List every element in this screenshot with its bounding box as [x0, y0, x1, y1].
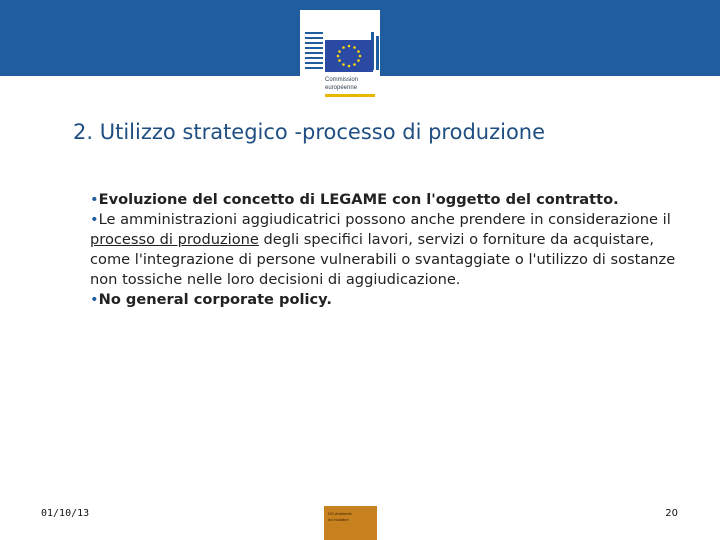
bullet-text: No general corporate policy.: [98, 291, 332, 308]
bullet-text-before: Le amministrazioni aggiudicatrici possono anche prendere in considerazione il: [98, 211, 671, 228]
bullet-text-underlined: processo di produzione: [90, 231, 259, 248]
footer-date: 01/10/13: [41, 508, 90, 519]
logo-text-line2: européenne: [325, 85, 358, 91]
bullet-item: [90, 290, 690, 310]
bullet-item: [90, 210, 690, 290]
footer-logo-line2: ed ecolabel: [328, 517, 349, 522]
slide-title: 2. Utilizzo strategico -processo di produzione: [73, 120, 546, 144]
bullet-text-after: degli specifici lavori, servizi o forniture da acquistare, come l'integrazione di persone vulnerabili o svantaggiate o l'utilizzo di sostanze non tossiche nelle loro decisioni di aggiudicazione.: [90, 231, 676, 288]
bullet-text: Evoluzione del concetto di LEGAME con l'oggetto del contratto.: [98, 191, 619, 208]
slide-body: [90, 190, 690, 310]
bullet-marker: •: [90, 191, 99, 208]
bullet-item: [90, 190, 690, 210]
logo-underline: [325, 94, 375, 97]
bullet-marker: •: [90, 211, 99, 228]
bullet-marker: •: [90, 291, 99, 308]
footer-logo-line1: DG Ambiente: [328, 511, 352, 516]
commission-logo: [300, 10, 380, 102]
logo-text-line1: Commission: [325, 77, 359, 83]
footer-logo: [324, 506, 377, 540]
page-number: 20: [665, 508, 678, 519]
